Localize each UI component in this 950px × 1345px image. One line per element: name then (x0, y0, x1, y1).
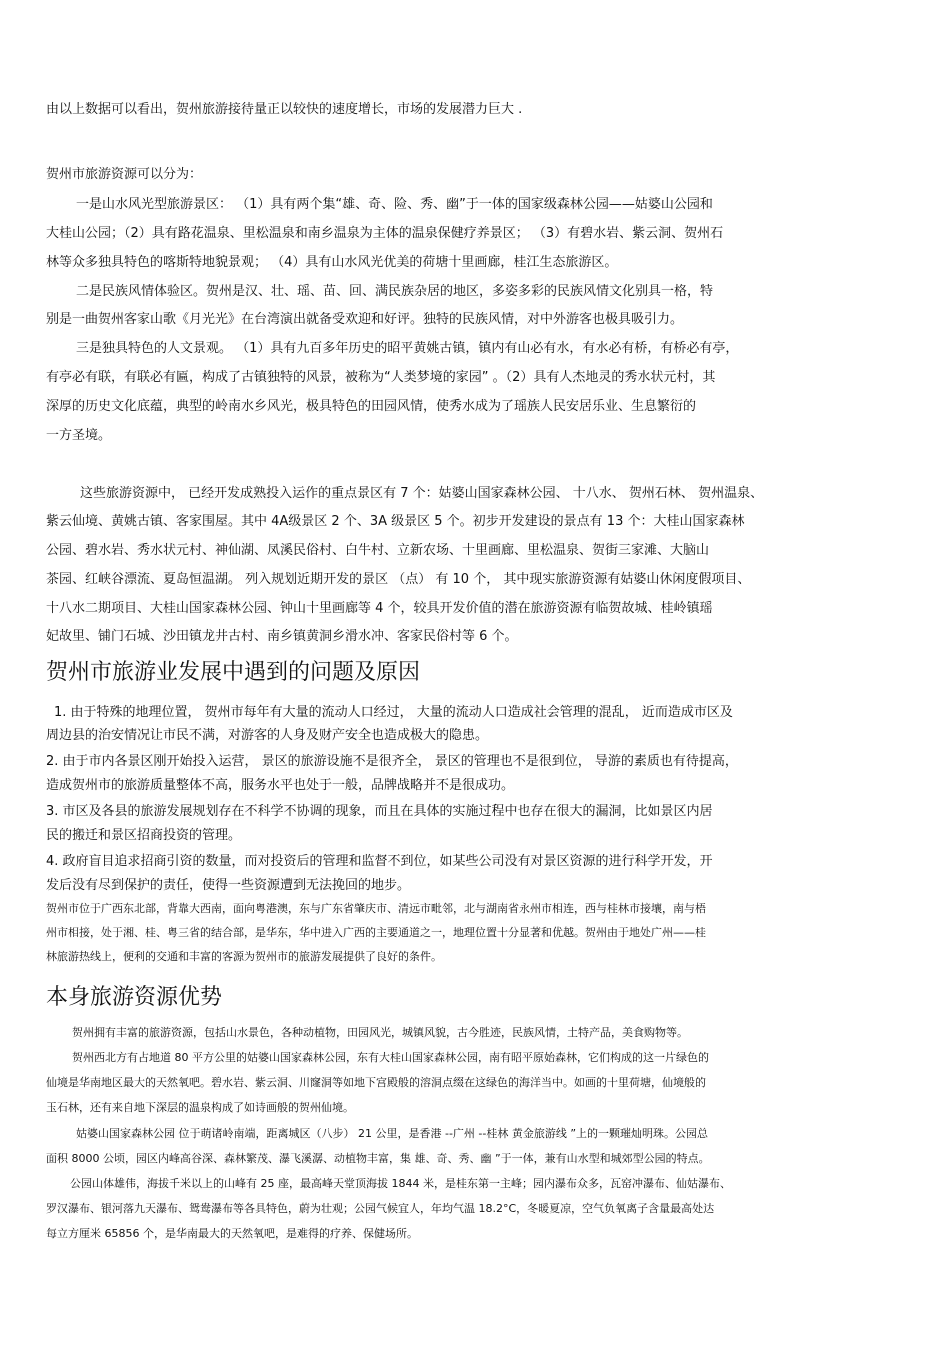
text-line: 深厚的历史文化底蕴，典型的岭南水乡风光，极具特色的田园风情，使秀水成为了瑶族人民安居乐业、生息繁衍的 (46, 399, 697, 414)
list-item: 4. 政府盲目追求招商引资的数量，而对投资后的管理和监督不到位，如某些公司没有对景区资源的进行科学开发，开 (46, 854, 713, 869)
text-line: 州市相接，处于湘、桂、粤三省的结合部，是华东，华中进入广西的主要通道之一，地理位置十分显著和优越。贺州由于地处广州——桂 (46, 926, 706, 939)
text-line: 十八水二期项目、大桂山国家森林公园、钟山十里画廊等 4 个，较具开发价值的潜在旅游资源有临贺故城、桂岭镇瑶 (46, 601, 713, 616)
text-line: 有亭必有联，有联必有匾，构成了古镇独特的风景，被称为“人类梦境的家园” 。（2）具有人杰地灵的秀水状元村，其 (46, 370, 716, 385)
text-line: 发后没有尽到保护的责任，使得一些资源遭到无法挽回的地步。 (46, 878, 411, 893)
text-line: 面积 8000 公顷，园区内峰高谷深、森林繁茂、瀑飞溪潺、动植物丰富，集 雄、奇、秀、幽 ”于一体，兼有山水型和城郊型公园的特点。 (46, 1152, 710, 1165)
section-heading: 贺州市旅游业发展中遇到的问题及原因 (46, 660, 421, 685)
text-line: 贺州拥有丰富的旅游资源，包括山水景色，各种动植物，田园风光，城镇风貌，古今胜迹，民族风情，土特产品，美食购物等。 (72, 1026, 688, 1039)
text-line: 姑婆山国家森林公园 位于萌诸岭南端，距离城区（八步） 21 公里，是香港 --广州 --桂林 黄金旅游线 ”上的一颗璀灿明珠。公园总 (76, 1127, 709, 1140)
text-line: 这些旅游资源中， 已经开发成熟投入运作的重点景区有 7 个：姑婆山国家森林公园、 十八水、 贺州石林、 贺州温泉、 (80, 486, 764, 501)
text-line: 二是民族风情体验区。贺州是汉、壮、瑶、苗、回、满民族杂居的地区，多姿多彩的民族风情文化别具一格，特 (76, 284, 714, 299)
text-line: 仙境是华南地区最大的天然氧吧。碧水岩、紫云洞、川窿洞等如地下宫殿般的溶洞点缀在这绿色的海洋当中。如画的十里荷塘，仙境般的 (46, 1076, 706, 1089)
text-line: 公园、碧水岩、秀水状元村、神仙湖、凤溪民俗村、白牛村、立新农场、十里画廊、里松温泉、贺街三家滩、大脑山 (46, 543, 710, 558)
text-line: 民的搬迁和景区招商投资的管理。 (46, 828, 242, 843)
text-line: 别是一曲贺州客家山歌《月光光》在台湾演出就备受欢迎和好评。独特的民族风情，对中外游客也极具吸引力。 (46, 312, 684, 327)
text-line: 贺州西北方有占地道 80 平方公里的姑婆山国家森林公园，东有大桂山国家森林公园，南有昭平原始森林，它们构成的这一片绿色的 (72, 1051, 709, 1064)
text-line: 一是山水风光型旅游景区： （1）具有两个集“雄、奇、险、秀、幽”于一体的国家级森林公园——姑婆山公园和 (76, 197, 713, 212)
list-item: 3. 市区及各县的旅游发展规划存在不科学不协调的现象，而且在具体的实施过程中也存在很大的漏洞，比如景区内居 (46, 804, 713, 819)
text-line: 由以上数据可以看出，贺州旅游接待量正以较快的速度增长，市场的发展潜力巨大 . (46, 102, 523, 117)
text-line: 玉石林，还有来自地下深层的温泉构成了如诗画般的贺州仙境。 (46, 1101, 354, 1114)
text-line: 茶园、红峡谷漂流、夏岛恒温湖。 列入规划近期开发的景区 （点） 有 10 个， 其中现实旅游资源有姑婆山休闲度假项目、 (46, 572, 751, 587)
text-line: 妃故里、铺门石城、沙田镇龙井古村、南乡镇黄洞乡滑水冲、客家民俗村等 6 个。 (46, 629, 518, 644)
list-item: 2. 由于市内各景区刚开始投入运营， 景区的旅游设施不是很齐全， 景区的管理也不是很到位， 导游的素质也有待提高， (46, 754, 738, 769)
text-line: 贺州市位于广西东北部，背靠大西南，面向粤港澳，东与广东省肇庆市、清远市毗邻，北与湖南省永州市相连，西与桂林市接壤，南与梧 (46, 902, 706, 915)
text-line: 一方圣境。 (46, 428, 112, 443)
text-line: 林等众多独具特色的喀斯特地貌景观； （4）具有山水风光优美的荷塘十里画廊，桂江生态旅游区。 (46, 255, 618, 270)
list-item: 1. 由于特殊的地理位置， 贺州市每年有大量的流动人口经过， 大量的流动人口造成社会管理的混乱， 近而造成市区及 (54, 705, 733, 720)
text-line: 贺州市旅游资源可以分为： (46, 167, 203, 182)
text-line: 紫云仙境、黄姚古镇、客家围屋。其中 4A级景区 2 个、3A 级景区 5 个。初步开发建设的景点有 13 个：大桂山国家森林 (46, 514, 745, 529)
text-line: 造成贺州市的旅游质量整体不高，服务水平也处于一般，品牌战略并不是很成功。 (46, 778, 515, 793)
text-line: 三是独具特色的人文景观。 （1）具有九百多年历史的昭平黄姚古镇，镇内有山必有水，有水必有桥，有桥必有亭， (76, 341, 739, 356)
text-line: 大桂山公园；（2）具有路花温泉、里松温泉和南乡温泉为主体的温泉保健疗养景区； （3）有碧水岩、紫云洞、贺州石 (46, 226, 724, 241)
text-line: 周边县的治安情况让市民不满，对游客的人身及财产安全也造成极大的隐患。 (46, 728, 489, 743)
text-line: 每立方厘米 65856 个，是华南最大的天然氧吧，是难得的疗养、保健场所。 (46, 1227, 418, 1240)
section-heading: 本身旅游资源优势 (46, 985, 223, 1010)
text-line: 罗汉瀑布、银河落九天瀑布、鸳鸯瀑布等各具特色，蔚为壮观；公园气候宜人，年均气温 18.2°C，冬暖夏凉，空气负氧离子含量最高处达 (46, 1202, 715, 1215)
text-line: 林旅游热线上，便利的交通和丰富的客源为贺州市的旅游发展提供了良好的条件。 (46, 950, 442, 963)
text-line: 公园山体雄伟，海拔千米以上的山峰有 25 座，最高峰天堂顶海拔 1844 米，是桂东第一主峰；园内瀑布众多，瓦窑冲瀑布、仙姑瀑布、 (70, 1177, 731, 1190)
